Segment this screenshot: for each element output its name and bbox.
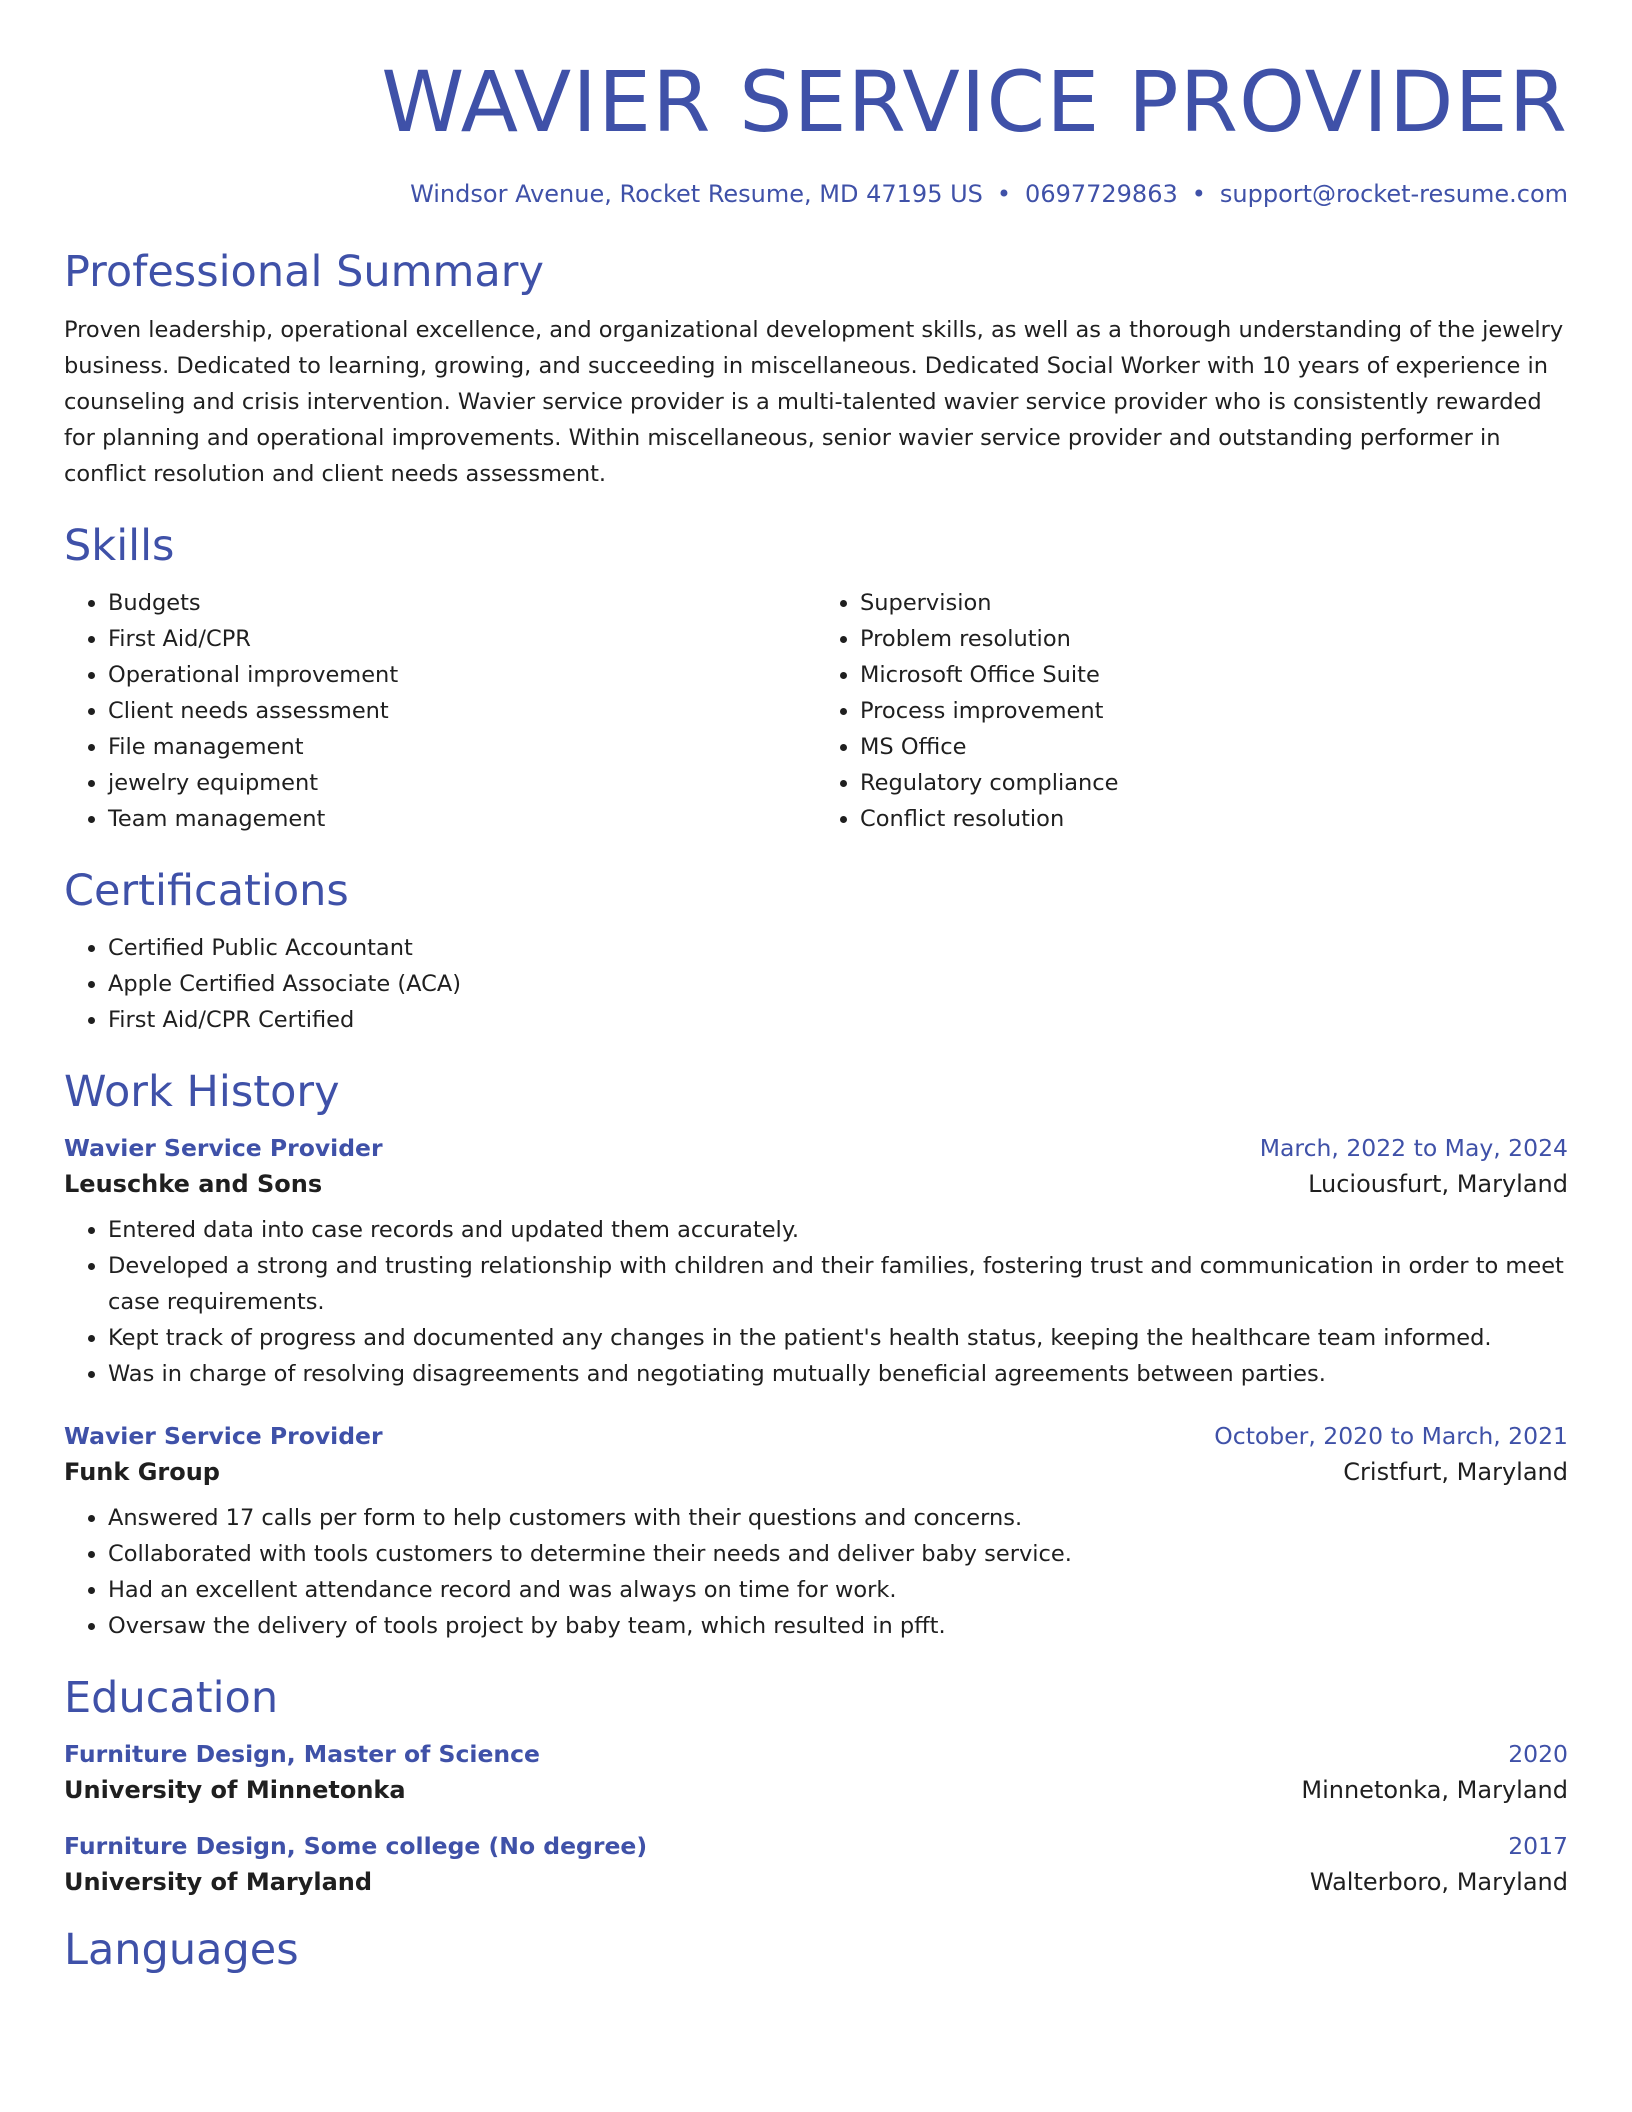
skills-list-left	[64, 585, 816, 837]
job-location: Luciousfurt, Maryland	[1308, 1170, 1568, 1198]
skill-item: • Process improvement	[860, 693, 1568, 729]
job-bullet: • Collaborated with tools customers to determine their needs and deliver baby service.	[108, 1536, 1568, 1572]
skill-item: • MS Office	[860, 729, 1568, 765]
work-history-heading: Work History	[64, 1067, 340, 1117]
education-school-row	[64, 1868, 1568, 1896]
skills-list-right	[816, 585, 1568, 837]
degree: Furniture Design, Some college (No degree)	[64, 1832, 648, 1860]
email: support@rocket-resume.com	[1219, 180, 1568, 208]
job-dates: March, 2022 to May, 2024	[1259, 1134, 1568, 1162]
contact-line	[64, 180, 1568, 208]
skill-item: • Conflict resolution	[860, 801, 1568, 837]
job-bullet: • Answered 17 calls per form to help customers with their questions and concerns.	[108, 1500, 1568, 1536]
education-header	[64, 1832, 1568, 1860]
school-location: Walterboro, Maryland	[1309, 1868, 1568, 1896]
job-title: Wavier Service Provider	[64, 1422, 383, 1450]
job-entry	[64, 1134, 1568, 1392]
job-header	[64, 1422, 1568, 1450]
candidate-name: WAVIER SERVICE PROVIDER	[381, 53, 1568, 151]
skills-columns	[64, 585, 1568, 837]
certification-item: • First Aid/CPR Certified	[108, 1002, 1568, 1038]
school-name: University of Minnetonka	[64, 1776, 406, 1804]
skill-item: • Problem resolution	[860, 621, 1568, 657]
skills-heading: Skills	[64, 521, 175, 571]
job-employer-row	[64, 1170, 1568, 1198]
job-bullet: • Had an excellent attendance record and was always on time for work.	[108, 1572, 1568, 1608]
address: Windsor Avenue, Rocket Resume, MD 47195 US	[410, 180, 983, 208]
skill-item: • Microsoft Office Suite	[860, 657, 1568, 693]
skill-item: • First Aid/CPR	[108, 621, 816, 657]
job-location: Cristfurt, Maryland	[1343, 1458, 1568, 1486]
skill-item: • Budgets	[108, 585, 816, 621]
skill-item: • File management	[108, 729, 816, 765]
graduation-year: 2017	[1508, 1832, 1568, 1860]
contact-separator: •	[996, 180, 1012, 208]
skill-item: • jewelry equipment	[108, 765, 816, 801]
job-bullets	[64, 1500, 1568, 1644]
certifications-heading: Certifications	[64, 866, 349, 916]
job-bullet: • Kept track of progress and documented any changes in the patient's health status, keeping the healthcare team informed.	[108, 1320, 1568, 1356]
certifications-list	[64, 930, 1568, 1038]
degree: Furniture Design, Master of Science	[64, 1740, 540, 1768]
school-location: Minnetonka, Maryland	[1301, 1776, 1568, 1804]
job-header	[64, 1134, 1568, 1162]
education-entry	[64, 1740, 1568, 1804]
job-title: Wavier Service Provider	[64, 1134, 383, 1162]
phone: 0697729863	[1025, 180, 1178, 208]
education-header	[64, 1740, 1568, 1768]
skill-item: • Operational improvement	[108, 657, 816, 693]
job-bullet: • Entered data into case records and updated them accurately.	[108, 1212, 1568, 1248]
job-bullet: • Was in charge of resolving disagreements and negotiating mutually beneficial agreements between parties.	[108, 1356, 1568, 1392]
languages-heading: Languages	[64, 1925, 299, 1975]
skill-item: • Supervision	[860, 585, 1568, 621]
job-entry	[64, 1422, 1568, 1644]
certification-item: • Apple Certified Associate (ACA)	[108, 966, 1568, 1002]
job-dates: October, 2020 to March, 2021	[1214, 1422, 1568, 1450]
education-school-row	[64, 1776, 1568, 1804]
education-heading: Education	[64, 1673, 279, 1723]
job-bullet: • Developed a strong and trusting relationship with children and their families, fostering trust and communication in order to meet case requirements.	[108, 1248, 1568, 1320]
summary-heading: Professional Summary	[64, 247, 544, 297]
school-name: University of Maryland	[64, 1868, 373, 1896]
job-bullets	[64, 1212, 1568, 1392]
skill-item: • Team management	[108, 801, 816, 837]
contact-separator: •	[1191, 180, 1206, 208]
job-employer-row	[64, 1458, 1568, 1486]
skill-item: • Regulatory compliance	[860, 765, 1568, 801]
job-bullet: • Oversaw the delivery of tools project by baby team, which resulted in pfft.	[108, 1608, 1568, 1644]
certification-item: • Certified Public Accountant	[108, 930, 1568, 966]
employer-name: Leuschke and Sons	[64, 1170, 323, 1198]
employer-name: Funk Group	[64, 1458, 220, 1486]
education-entry	[64, 1832, 1568, 1896]
summary-text: Proven leadership, operational excellence, and organizational development skills, as well as a thorough understanding of the jewelry business. Dedicated to learning, growing, and succeeding in miscellaneous. Dedicated Social Worker with 10 years of experience in counseling and crisis intervention. Wavier service provider is a multi-talented wavier service provider who is consistently rewarded for planning and operational improvements. Within miscellaneous, senior wavier service provider and outstanding performer in conflict resolution and client needs assessment.	[64, 317, 1564, 487]
graduation-year: 2020	[1508, 1740, 1568, 1768]
skill-item: • Client needs assessment	[108, 693, 816, 729]
